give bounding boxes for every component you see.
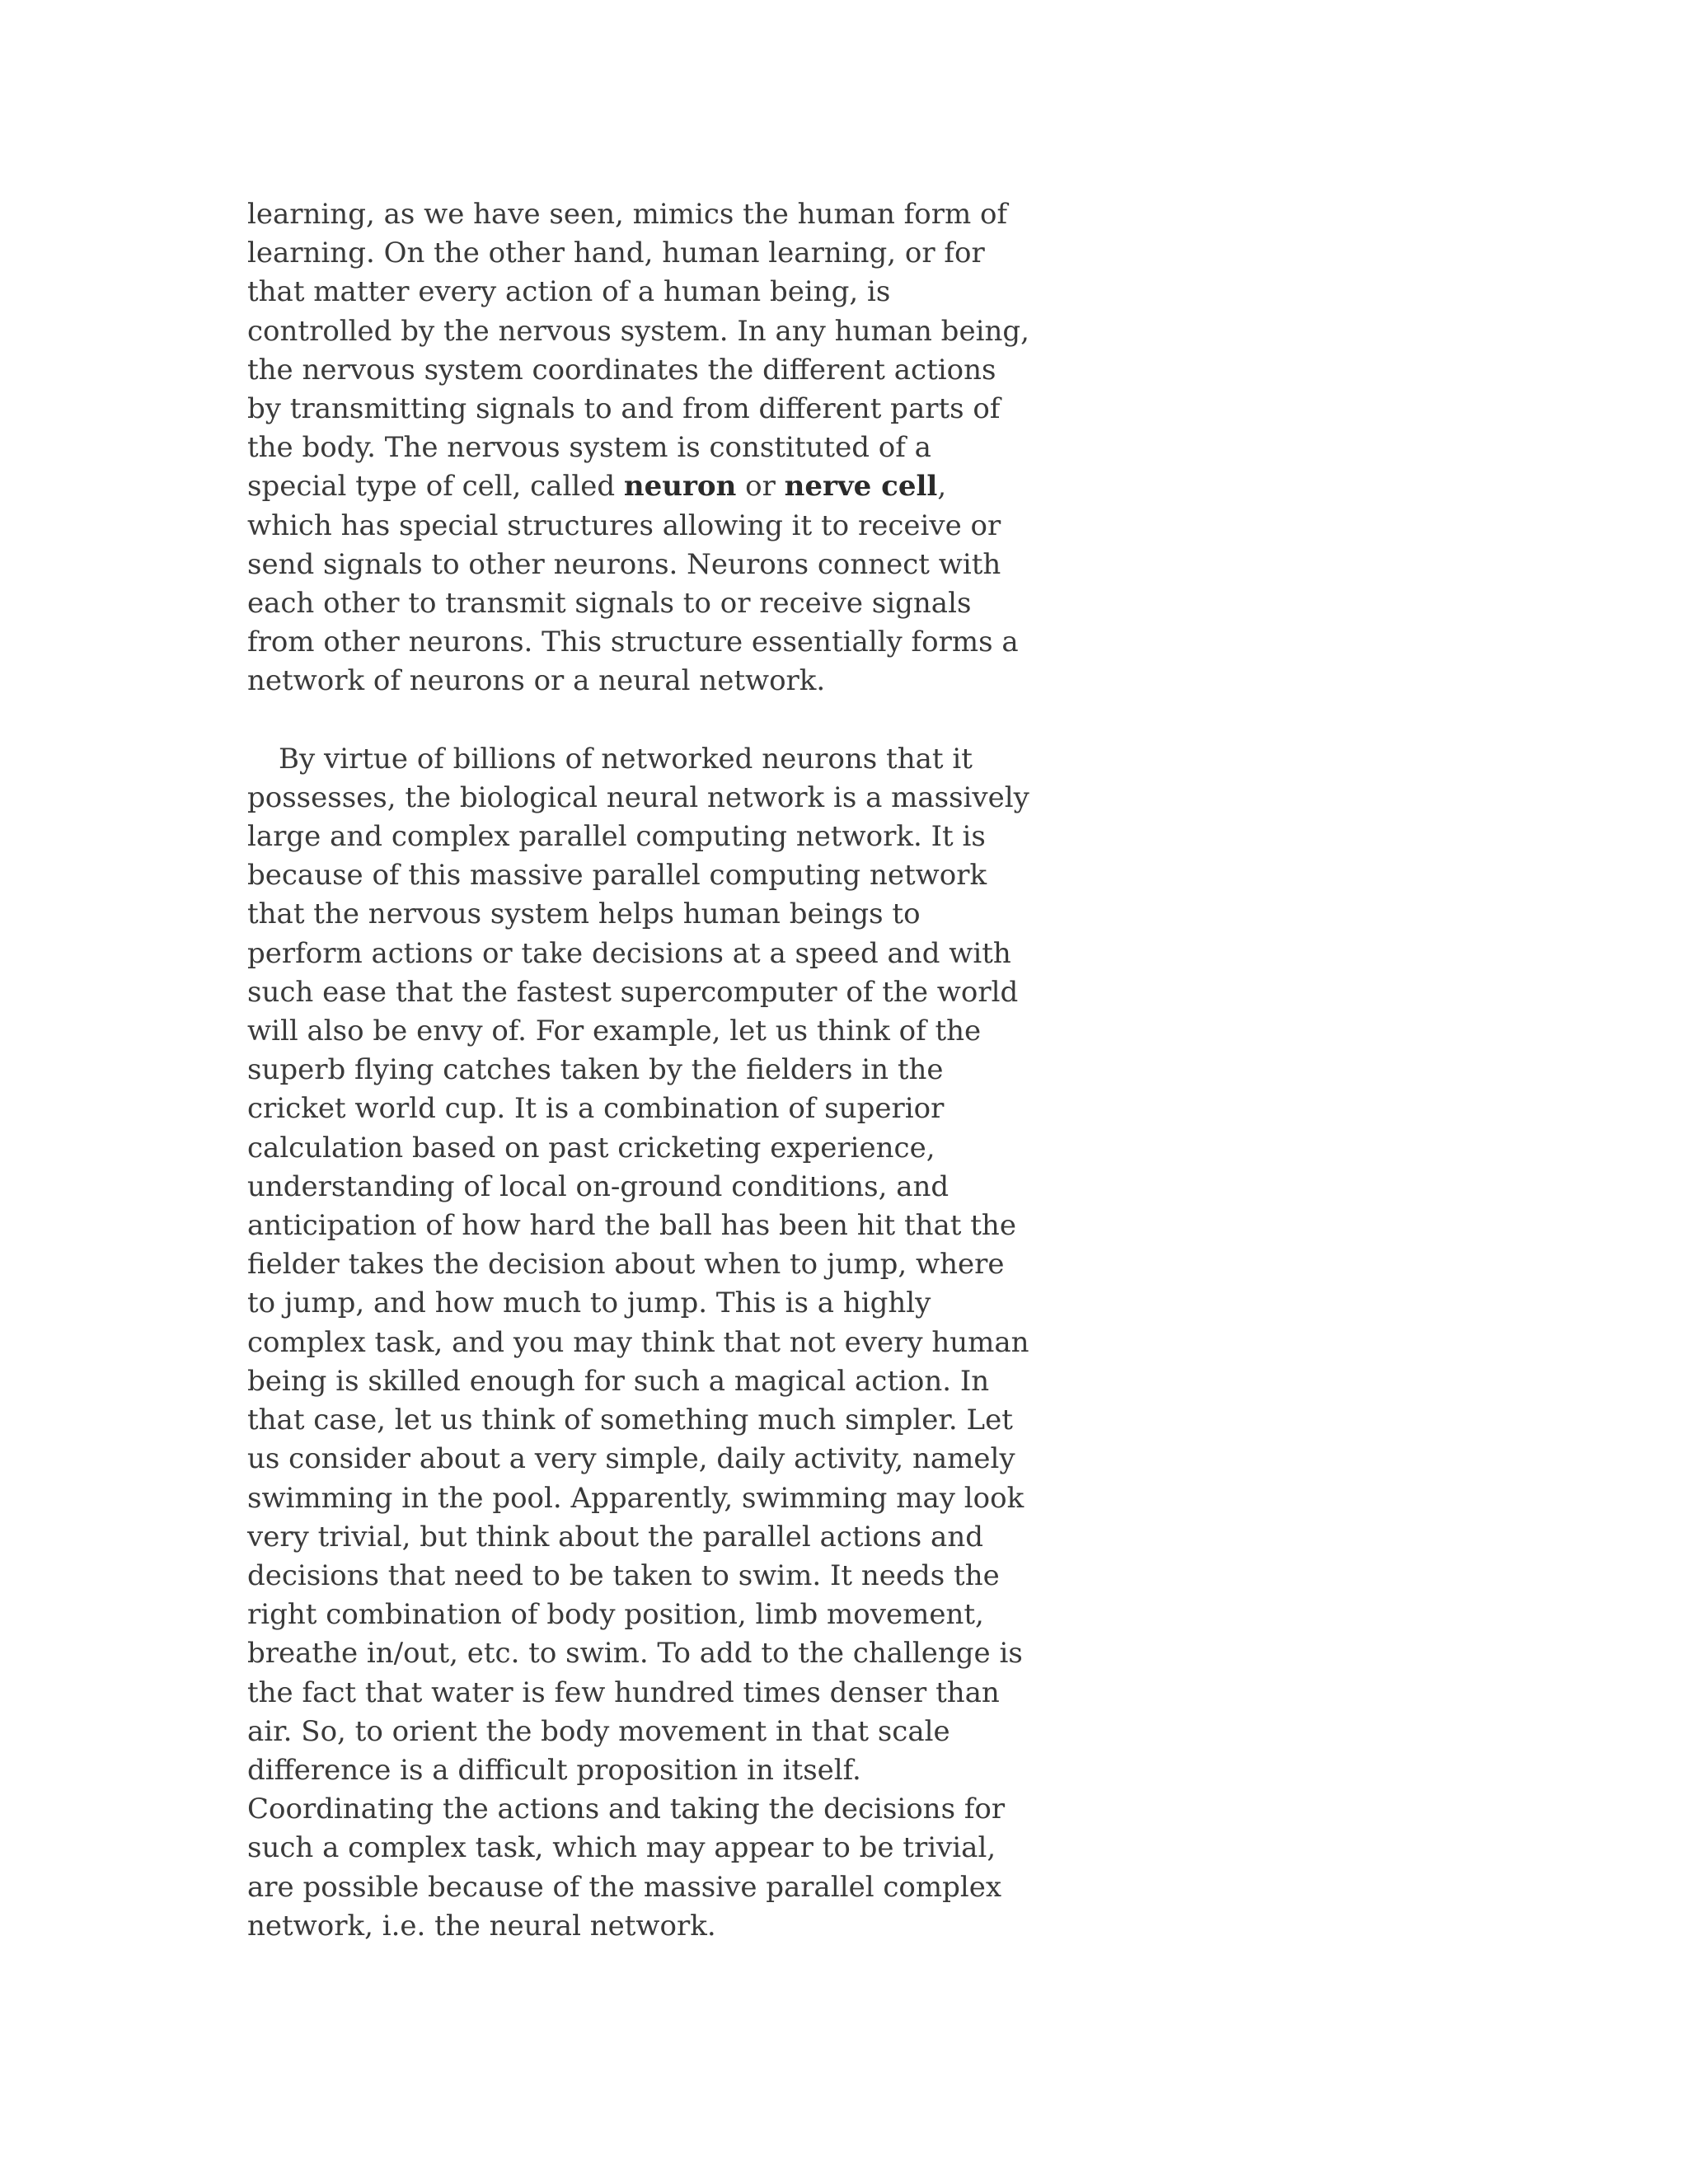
paragraph-1 — [247, 195, 1039, 701]
term-nerve-cell: nerve cell — [784, 470, 938, 504]
paragraph-1-text-c: , which has special structures allowing it to receive or send signals to other neurons. Neurons connect with each other to transmit signals to or receive signals from other neurons. This structure essentially forms a network of neurons or a neural network. — [247, 470, 1019, 698]
paragraph-1-text-a: learning, as we have seen, mimics the human form of learning. On the other hand, human learning, or for that matter every action of a human being, is controlled by the nervous system. In any human being, the nervous system coordinates the different actions by transmitting signals to and from different parts of the body. The nervous system is constituted of a special type of cell, called — [247, 198, 1029, 504]
paragraph-2: By virtue of billions of networked neurons that it possesses, the biological neural network is a massively large and complex parallel computing network. It is because of this massive parallel computing network that the nervous system helps human beings to perform actions or take decisions at a speed and with such ease that the fastest supercomputer of the world will also be envy of. For example, let us think of the superb flying catches taken by the fielders in the cricket world cup. It is a combination of superior calculation based on past cricketing experience, understanding of local on-ground conditions, and anticipation of how hard the ball has been hit that the fielder takes the decision about when to jump, where to jump, and how much to jump. This is a highly complex task, and you may think that not every human being is skilled enough for such a magical action. In that case, let us think of something much simpler. Let us consider about a very simple, daily activity, namely swimming in the pool. Apparently, swimming may look very trivial, but think about the parallel actions and decisions that need to be taken to swim. It needs the right combination of body position, limb movement, breathe in/out, etc. to swim. To add to the challenge is the fact that water is few hundred times denser than air. So, to orient the body movement in that scale difference is a difficult proposition in itself. Coordinating the actions and taking the decisions for such a complex task, which may appear to be trivial, are possible because of the massive parallel complex network, i.e. the neural network. — [247, 742, 1029, 1943]
body-text — [247, 195, 1039, 1946]
paragraph-1-text-b: or — [736, 470, 785, 504]
term-neuron: neuron — [623, 470, 737, 504]
